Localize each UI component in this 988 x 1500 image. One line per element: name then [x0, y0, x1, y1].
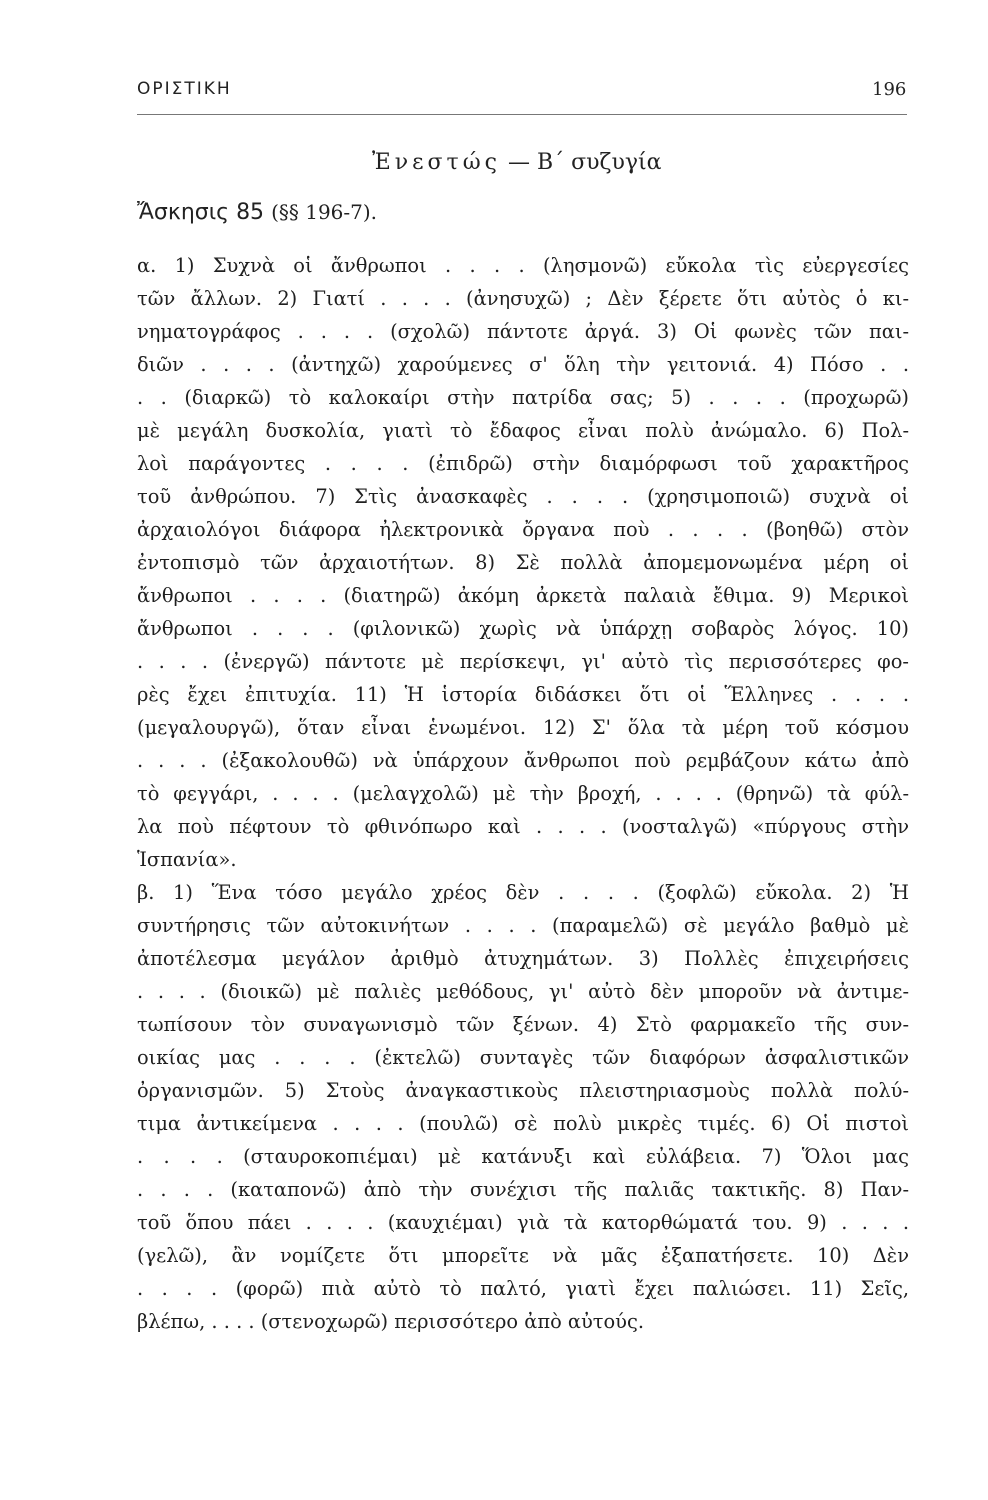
text-line: β. 1) Ἕνα τόσο μεγάλο χρέος δὲν . . . . (ξοφλῶ) εὔκολα. 2) Ἡ — [137, 881, 909, 904]
text-line: τωπίσουν τὸν συναγωνισμὸ τῶν ξένων. 4) Στὸ φαρμακεῖο τῆς συν- — [137, 1013, 909, 1036]
text-line: λοὶ παράγοντες . . . . (ἐπιδρῶ) στὴν διαμόρφωσι τοῦ χαρακτῆρος — [137, 452, 909, 475]
text-line: τιμα ἀντικείμενα . . . . (πουλῶ) σὲ πολὺ μικρὲς τιμές. 6) Οἱ πιστοὶ — [137, 1112, 909, 1135]
text-line: (γελῶ), ἂν νομίζετε ὅτι μπορεῖτε νὰ μᾶς ἐξαπατήσετε. 10) Δὲν — [137, 1244, 909, 1267]
running-header: ΟΡΙΣΤΙΚΗ — [137, 79, 232, 99]
text-line: . . (διαρκῶ) τὸ καλοκαίρι στὴν πατρίδα σας; 5) . . . . (προχωρῶ) — [137, 386, 909, 409]
text-line: . . . . (ἐξακολουθῶ) νὰ ὑπάρχουν ἄνθρωποι ποὺ ρεμβάζουν κάτω ἀπὸ — [137, 749, 909, 772]
text-line: τοῦ ἀνθρώπου. 7) Στὶς ἀνασκαφὲς . . . . (χρησιμοποιῶ) συχνὰ οἱ — [137, 485, 909, 508]
text-line: . . . . (φορῶ) πιὰ αὐτὸ τὸ παλτό, γιατὶ ἔχει παλιώσει. 11) Σεῖς, — [137, 1277, 909, 1300]
text-line: οικίας μας . . . . (ἐκτελῶ) συνταγὲς τῶν διαφόρων ἀσφαλιστικῶν — [137, 1046, 909, 1069]
text-line: Ἱσπανία». — [137, 848, 237, 871]
section-title-tense: Ἐνεστώς — [372, 150, 501, 175]
text-line: α. 1) Συχνὰ οἱ ἄνθρωποι . . . . (λησμονῶ) εὔκολα τὶς εὐεργεσίες — [137, 254, 909, 277]
text-line: ὀργανισμῶν. 5) Στοὺς ἀναγκαστικοὺς πλειστηριασμοὺς πολλὰ πολύ- — [137, 1079, 909, 1102]
text-line: τὸ φεγγάρι, . . . . (μελαγχολῶ) μὲ τὴν βροχή, . . . . (θρηνῶ) τὰ φύλ- — [137, 782, 909, 805]
section-title — [372, 150, 661, 175]
text-line: τοῦ ὅπου πάει . . . . (καυχιέμαι) γιὰ τὰ κατορθώματά του. 9) . . . . — [137, 1211, 909, 1234]
text-line: (μεγαλουργῶ), ὅταν εἶναι ἑνωμένοι. 12) Σ' ὅλα τὰ μέρη τοῦ κόσμου — [137, 716, 909, 739]
text-line: ἐντοπισμὸ τῶν ἀρχαιοτήτων. 8) Σὲ πολλὰ ἀπομεμονωμένα μέρη οἱ — [137, 551, 909, 574]
text-line: διῶν . . . . (ἀντηχῶ) χαρούμενες σ' ὅλη τὴν γειτονιά. 4) Πόσο . . — [137, 353, 909, 376]
text-line: ἀποτέλεσμα μεγάλον ἀριθμὸ ἀτυχημάτων. 3) Πολλὲς ἐπιχειρήσεις — [137, 947, 909, 970]
text-line: . . . . (ἐνεργῶ) πάντοτε μὲ περίσκεψι, γι' αὐτὸ τὶς περισσότερες φο- — [137, 650, 909, 673]
exercise-heading — [137, 200, 377, 225]
text-line: ἄνθρωποι . . . . (φιλονικῶ) χωρὶς νὰ ὑπάρχῃ σοβαρὸς λόγος. 10) — [137, 617, 909, 640]
text-line: λα ποὺ πέφτουν τὸ φθινόπωρο καὶ . . . . (νοσταλγῶ) «πύργους στὴν — [137, 815, 909, 838]
text-line: μὲ μεγάλη δυσκολία, γιατὶ τὸ ἔδαφος εἶναι πολὺ ἀνώμαλο. 6) Πολ- — [137, 419, 909, 442]
exercise-reference: (§§ 196-7). — [271, 200, 378, 224]
header-rule — [137, 114, 907, 115]
text-line: ρὲς ἔχει ἐπιτυχία. 11) Ἡ ἱστορία διδάσκει ὅτι οἱ Ἕλληνες . . . . — [137, 683, 909, 706]
text-line: ἄνθρωποι . . . . (διατηρῶ) ἀκόμη ἀρκετὰ παλαιὰ ἔθιμα. 9) Μερικοὶ — [137, 584, 909, 607]
exercise-label: Ἄσκησις 85 — [137, 200, 265, 225]
text-line: . . . . (διοικῶ) μὲ παλιὲς μεθόδους, γι' αὐτὸ δὲν μποροῦν νὰ ἀντιμε- — [137, 980, 909, 1003]
text-line: βλέπω, . . . . (στενοχωρῶ) περισσότερο ἀπὸ αὐτούς. — [137, 1310, 644, 1333]
text-line: ἀρχαιολόγοι διάφορα ἠλεκτρονικὰ ὄργανα ποὺ . . . . (βοηθῶ) στὸν — [137, 518, 909, 541]
text-line: . . . . (καταπονῶ) ἀπὸ τὴν συνέχισι τῆς παλιᾶς τακτικῆς. 8) Παν- — [137, 1178, 909, 1201]
text-line: νηματογράφος . . . . (σχολῶ) πάντοτε ἀργά. 3) Οἱ φωνὲς τῶν παι- — [137, 320, 909, 343]
section-title-conjugation: — Β΄ συζυγία — [508, 150, 662, 175]
text-line: τῶν ἄλλων. 2) Γιατί . . . . (ἀνησυχῶ) ; Δὲν ξέρετε ὅτι αὐτὸς ὁ κι- — [137, 287, 909, 310]
page-number: 196 — [872, 79, 907, 100]
text-line: . . . . (σταυροκοπιέμαι) μὲ κατάνυξι καὶ εὐλάβεια. 7) Ὅλοι μας — [137, 1145, 909, 1168]
exercise-body — [137, 249, 909, 1338]
text-line: συντήρησις τῶν αὐτοκινήτων . . . . (παραμελῶ) σὲ μεγάλο βαθμὸ μὲ — [137, 914, 909, 937]
